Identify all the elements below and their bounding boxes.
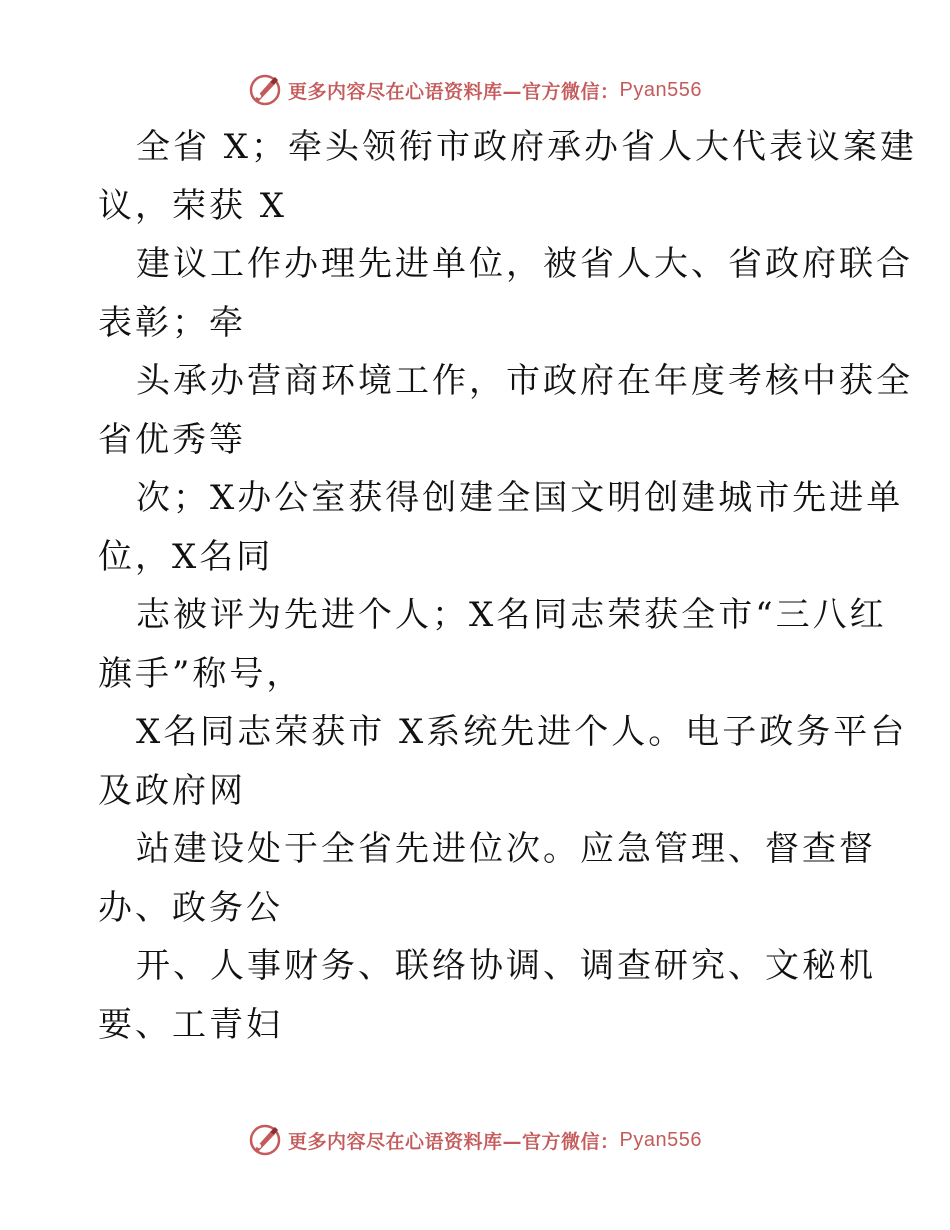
body-line: 站建设处于全省先进位次。应急管理、督查督 [136, 829, 876, 869]
body-line: 办、政务公 [98, 887, 283, 928]
pen-seal-logo-icon [248, 73, 282, 107]
body-line: 议，荣获 X [98, 185, 288, 226]
document-body [98, 118, 918, 1054]
body-line: 志被评为先进个人；X名同志荣获全市“三八红 [136, 595, 887, 635]
pen-seal-logo-icon [248, 1123, 282, 1157]
body-line: 省优秀等 [98, 419, 246, 460]
body-line: 次；X办公室获得创建全国文明创建城市先进单 [136, 478, 904, 518]
body-line: 全省 X；牵头领衔市政府承办省人大代表议案建 [136, 127, 918, 167]
body-line: 及政府网 [98, 770, 246, 811]
body-line: 旗手”称号， [98, 653, 304, 694]
footer-banner-text: 更多内容尽在心语资料库—官方微信： [288, 1130, 620, 1153]
body-line: 要、工青妇 [98, 1004, 283, 1045]
body-line: 头承办营商环境工作，市政府在年度考核中获全 [136, 361, 913, 401]
body-line: X名同志荣获市 X系统先进个人。电子政务平台 [136, 712, 908, 752]
header-banner [0, 70, 950, 110]
header-banner-handle: Pyan556 [619, 78, 702, 101]
header-banner-text: 更多内容尽在心语资料库—官方微信： [288, 80, 620, 103]
body-line: 表彰；牵 [98, 302, 246, 343]
body-line: 开、人事财务、联络协调、调查研究、文秘机 [136, 946, 876, 986]
body-line: 位，X名同 [98, 536, 274, 577]
footer-banner-handle: Pyan556 [619, 1128, 702, 1151]
footer-banner [0, 1120, 950, 1160]
body-line: 建议工作办理先进单位，被省人大、省政府联合 [136, 244, 913, 284]
